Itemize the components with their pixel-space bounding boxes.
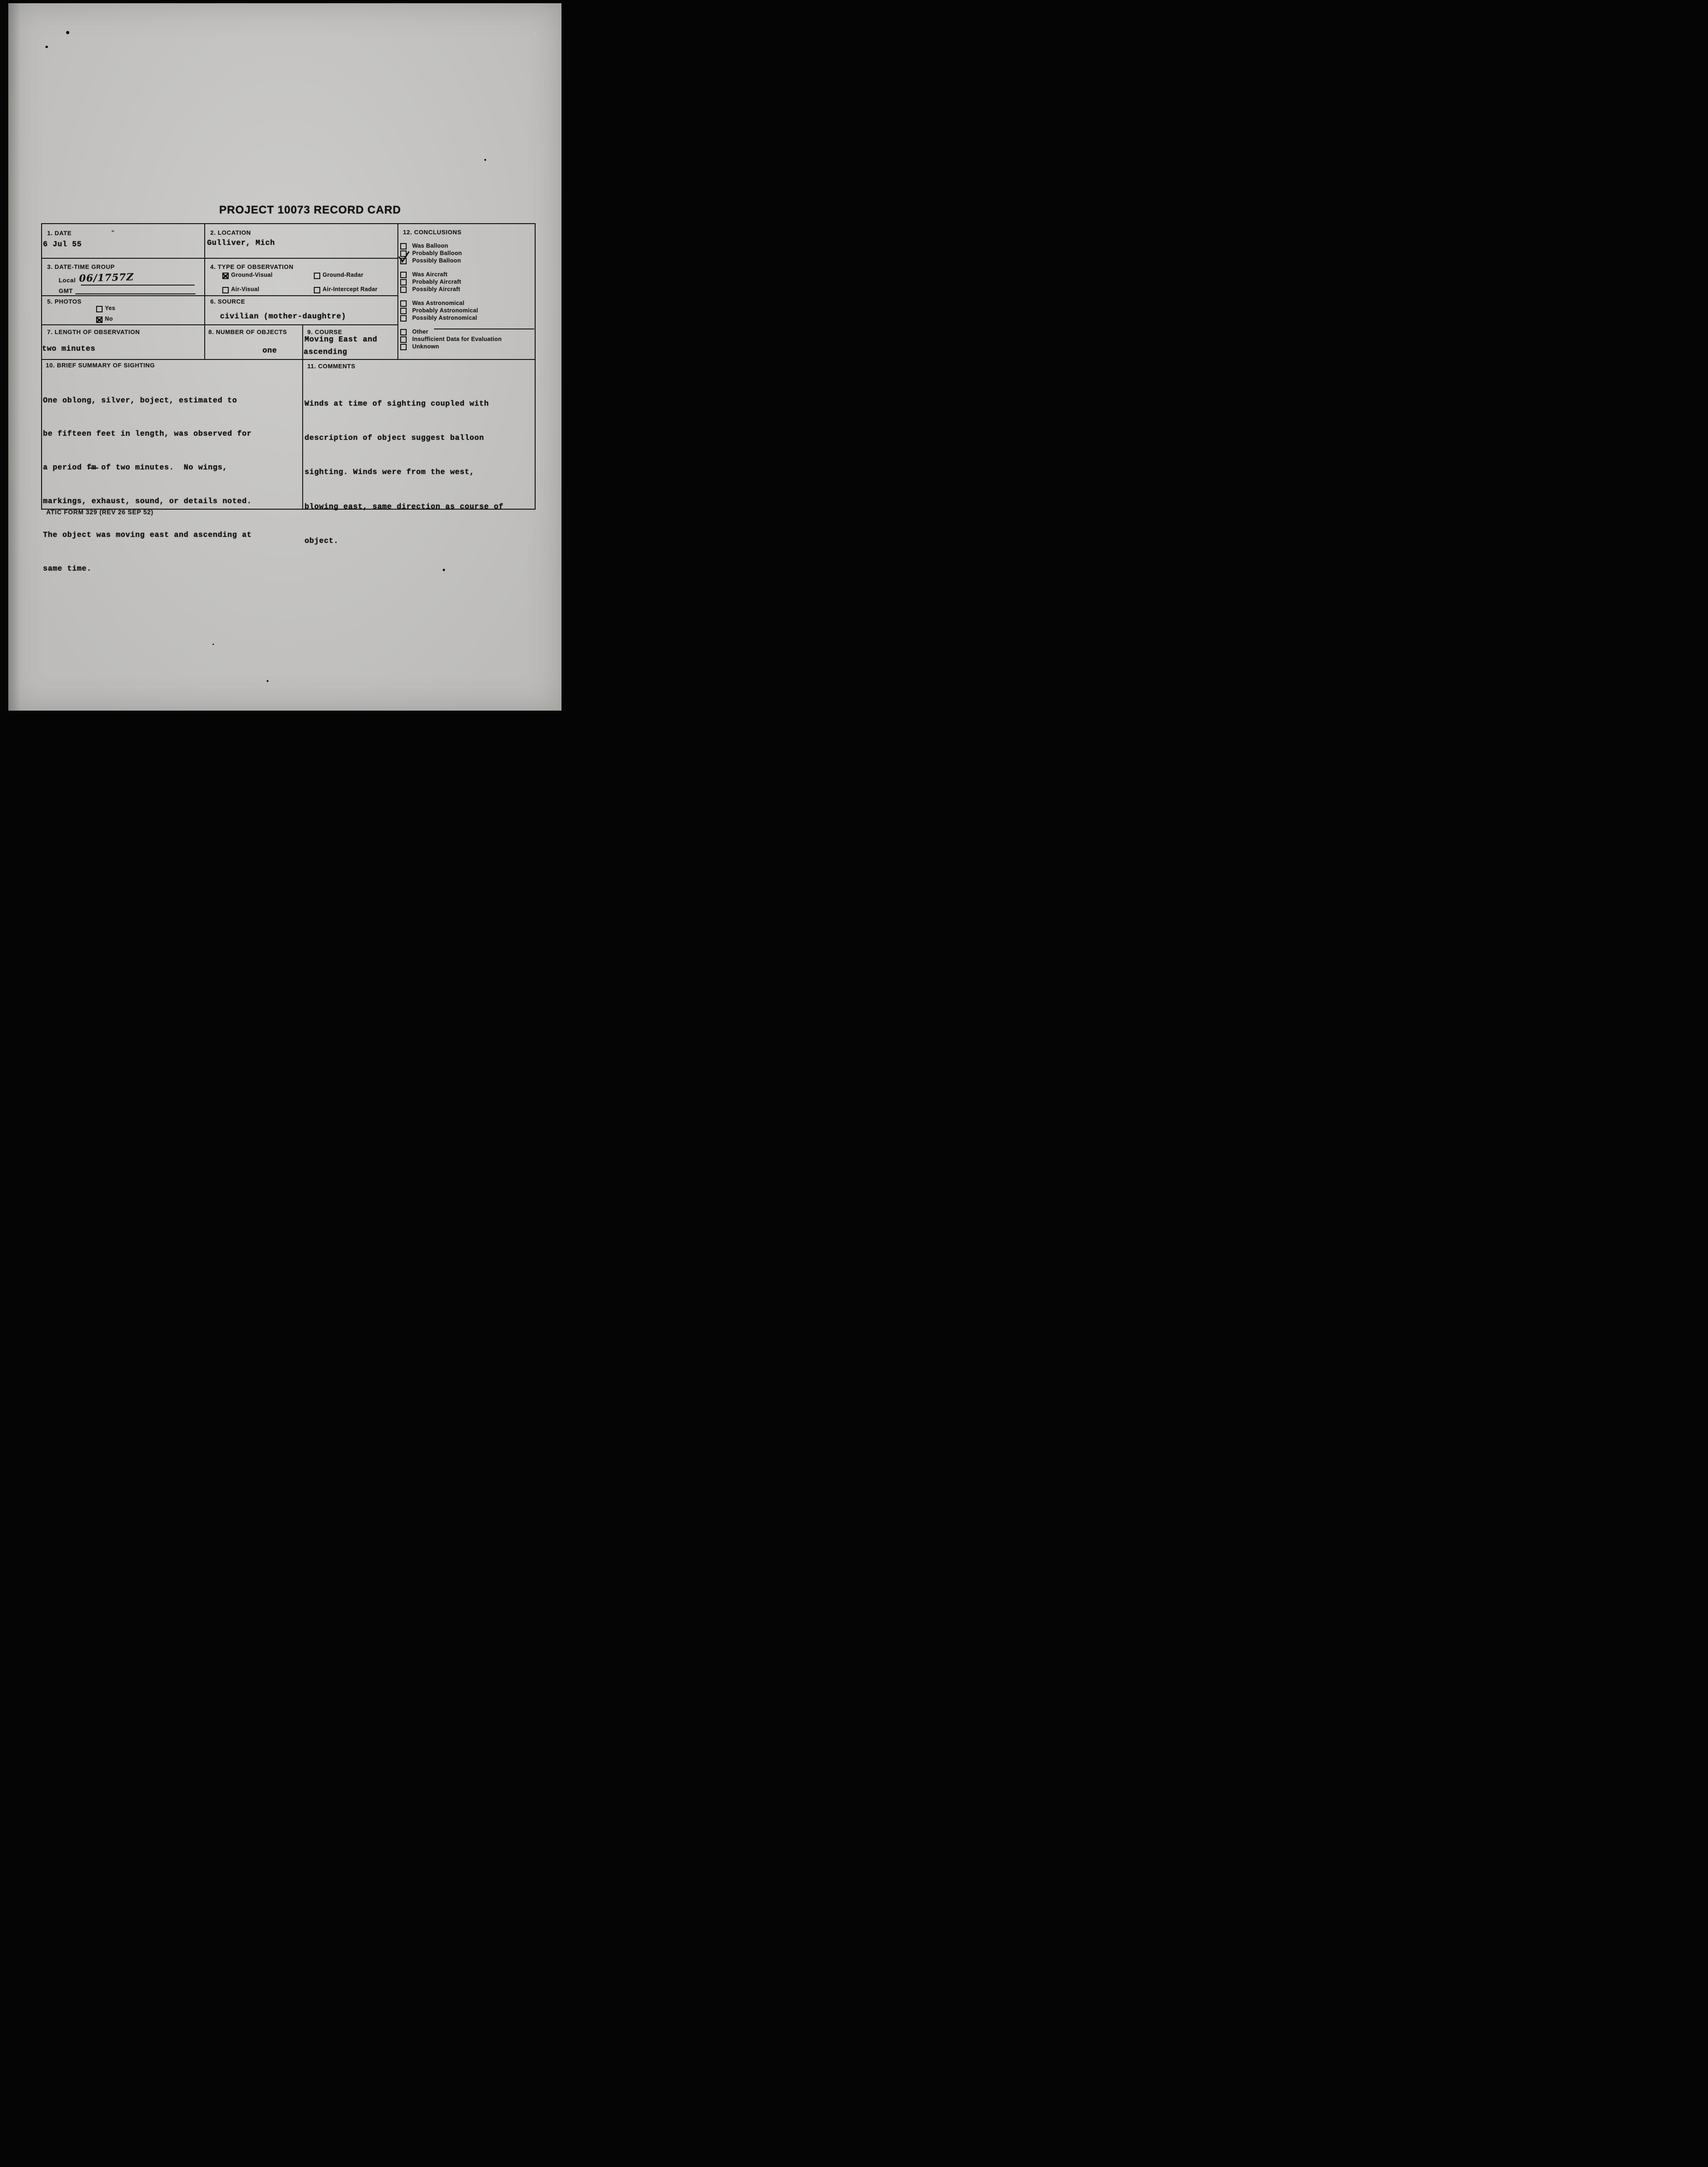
dust-speck [45, 46, 48, 48]
conclusion-label: Possibly Astronomical [412, 315, 477, 321]
scanned-paper [8, 3, 561, 711]
conclusion-item [400, 300, 535, 307]
insufficient-data-checkbox [400, 336, 407, 343]
comments-text [305, 375, 504, 570]
brief-summary-label: 10. BRIEF SUMMARY OF SIGHTING [46, 362, 155, 369]
was-astronomical-checkbox [400, 300, 407, 307]
possibly-aircraft-checkbox [400, 286, 407, 293]
comments-line: description of object suggest balloon [305, 433, 484, 442]
source-value: civilian (mother-daughtre) [220, 312, 347, 321]
air-visual-label: Air-Visual [231, 286, 260, 292]
comments-line: blowing east, same direction as course of [305, 502, 504, 511]
conclusion-label: Other [412, 329, 428, 335]
conclusion-label: Probably Aircraft [412, 279, 462, 285]
conclusion-item [400, 336, 535, 343]
summary-line: a period f̶m̶ of two minutes. No wings, [43, 463, 228, 472]
conclusion-label: Probably Astronomical [412, 307, 478, 314]
summary-line: The object was moving east and ascending at [43, 530, 252, 540]
course-value-line2: ascending [304, 347, 348, 356]
conclusion-item [400, 307, 535, 314]
location-label: 2. LOCATION [210, 229, 251, 236]
gmt-underline [75, 293, 195, 294]
conclusion-label: Probably Balloon [412, 250, 462, 256]
probably-astronomical-checkbox [400, 308, 407, 314]
comments-line: Winds at time of sighting coupled with [305, 399, 489, 408]
conclusion-item [400, 279, 535, 286]
length-of-observation-value: two minutes [42, 344, 96, 353]
comments-line: object. [305, 536, 339, 546]
source-label: 6. SOURCE [210, 298, 245, 305]
local-underline [81, 285, 195, 286]
conclusion-label: Possibly Aircraft [412, 286, 460, 292]
air-visual-checkbox [222, 287, 229, 293]
summary-line: One oblong, silver, boject, estimated to [43, 396, 238, 405]
gmt-value: 06/1757Z [79, 271, 134, 284]
conclusion-item [400, 343, 535, 350]
was-balloon-checkbox [400, 243, 407, 250]
conclusion-item [400, 271, 535, 278]
local-label: Local [59, 277, 76, 284]
comments-label: 11. COMMENTS [307, 363, 355, 370]
possibly-astronomical-checkbox [400, 315, 407, 322]
conclusions-label: 12. CONCLUSIONS [403, 229, 462, 236]
other-checkbox [400, 329, 407, 335]
photos-yes-label: Yes [105, 305, 116, 311]
ground-visual-label: Ground-Visual [231, 272, 273, 278]
number-of-objects-label: 8. NUMBER OF OBJECTS [208, 329, 287, 335]
dust-speck [484, 159, 486, 161]
summary-line: markings, exhaust, sound, or details noted. [43, 497, 252, 506]
course-label: 9. COURSE [307, 329, 342, 335]
gmt-label: GMT [59, 287, 73, 294]
air-intercept-radar-label: Air-Intercept Radar [323, 286, 378, 292]
probably-aircraft-checkbox [400, 279, 407, 286]
brief-summary-text [43, 372, 252, 597]
dust-speck [66, 31, 69, 34]
was-aircraft-checkbox [400, 272, 407, 278]
conclusion-item [400, 250, 535, 257]
photos-no-checkbox [96, 317, 103, 323]
dust-speck [213, 644, 214, 645]
number-of-objects-value: one [262, 346, 277, 355]
location-value: Gulliver, Mich [207, 238, 275, 247]
summary-line: same time. [43, 564, 92, 573]
conclusion-item [400, 243, 535, 250]
ground-visual-checkbox [222, 273, 229, 279]
conclusion-item [400, 257, 535, 264]
photos-no-label: No [105, 316, 113, 322]
ground-radar-checkbox [314, 273, 320, 279]
date-label: 1. DATE [47, 230, 72, 237]
course-value-line1: Moving East and [305, 335, 378, 344]
conclusion-label: Was Aircraft [412, 271, 448, 278]
ground-radar-label: Ground-Radar [323, 272, 364, 278]
conclusion-label: Unknown [412, 343, 439, 350]
form-number: ATIC FORM 329 (REV 26 SEP 52) [46, 509, 154, 516]
conclusion-item [400, 315, 535, 322]
conclusions-list [400, 243, 535, 351]
conclusion-label: Insufficient Data for Evaluation [412, 336, 502, 342]
photos-yes-checkbox [96, 306, 103, 312]
date-value: 6 Jul 55 [43, 240, 82, 249]
conclusion-label: Possibly Balloon [412, 257, 461, 264]
summary-line: be fifteen feet in length, was observed for [43, 429, 252, 438]
unknown-checkbox [400, 344, 407, 350]
dust-speck [267, 680, 268, 682]
stray-mark: “ [111, 229, 115, 236]
conclusion-item [400, 329, 535, 335]
possibly-balloon-checkbox [400, 258, 407, 264]
conclusion-item [400, 286, 535, 293]
length-of-observation-label: 7. LENGTH OF OBSERVATION [47, 329, 140, 335]
dust-speck [443, 569, 445, 571]
date-time-group-label: 3. DATE-TIME GROUP [47, 263, 115, 270]
photos-label: 5. PHOTOS [47, 298, 82, 305]
air-intercept-radar-checkbox [314, 287, 320, 293]
comments-line: sighting. Winds were from the west, [305, 468, 475, 477]
conclusion-label: Was Balloon [412, 243, 448, 249]
conclusion-label: Was Astronomical [412, 300, 464, 306]
page-title: PROJECT 10073 RECORD CARD [219, 204, 401, 216]
type-of-observation-label: 4. TYPE OF OBSERVATION [210, 263, 294, 270]
